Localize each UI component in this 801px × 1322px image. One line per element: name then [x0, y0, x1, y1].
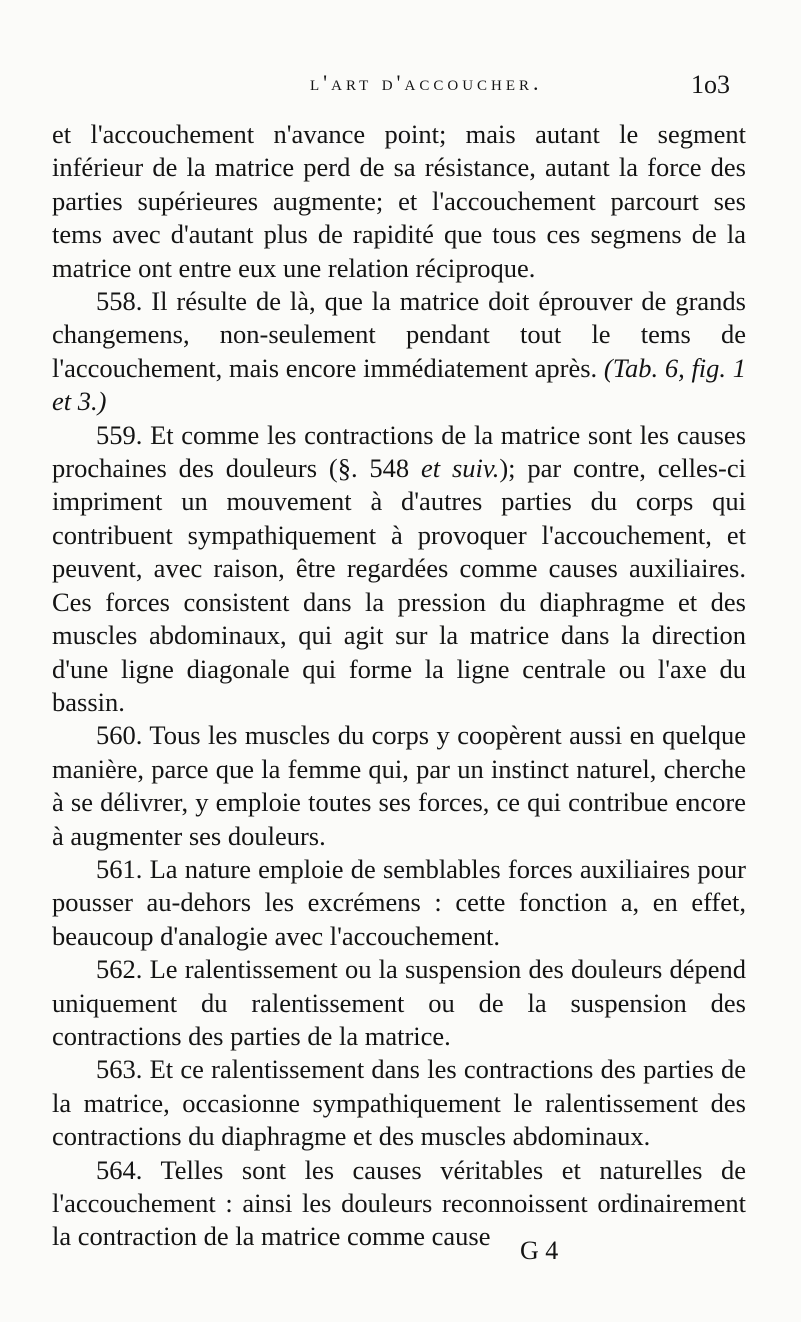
paragraph-text: La nature emploie de semblables forces auxiliaires pour pousser au-dehors les excrémens : cette fonction a, en effet, beaucoup d'analogie avec l'accouchement.: [52, 853, 747, 951]
paragraph-number: 564.: [96, 1154, 143, 1185]
paragraph-text: Il résulte de là, que la matrice doit éprouver de grands changemens, non-seulement pendant tout le tems de l'accouchement, mais encore immédiatement après.: [52, 286, 746, 383]
paragraph-text: Tous les muscles du corps y coopèrent aussi en quelque manière, parce que la femme qui, par un instinct naturel, cherche à se délivrer, y emploie toutes ses forces, ce qui contribue encore à augmenter ses douleurs.: [52, 720, 746, 851]
paragraph-561: [52, 853, 746, 953]
signature-mark: G 4: [520, 1236, 559, 1265]
body-text: [52, 118, 746, 1254]
running-head: [310, 70, 730, 106]
paragraph-text: Telles sont les causes véritables et naturelles de l'accouchement : ainsi les douleurs reconnoissent ordinairement la contraction de la matrice comme cause: [52, 1154, 746, 1252]
page-number: 1o3: [691, 70, 730, 99]
section-reference: et suiv.: [421, 453, 500, 484]
paragraph-563: [52, 1053, 746, 1153]
paragraph-text-continued: ); par contre, celles-ci impriment un mouvement à d'autres parties du corps qui contribuent sympathiquement à provoquer l'accouchement, et peuvent, avec raison, être regardées comme causes auxiliaires. Ces forces consistent dans la pression du diaphragme et des muscles abdominaux, qui agit sur la matrice dans la direction d'une ligne diagonale qui forme la ligne centrale ou l'axe du bassin.: [52, 453, 746, 717]
paragraph-562: [52, 953, 746, 1053]
plate-reference: (Tab. 6, fig. 1 et 3.): [52, 352, 746, 417]
running-title: l'art d'accoucher.: [310, 70, 543, 95]
paragraph-number: 559.: [96, 419, 143, 450]
paragraph-560: [52, 719, 746, 853]
paragraph-number: 563.: [96, 1054, 143, 1085]
paragraph-text: et l'accouchement n'avance point; mais autant le segment inférieur de la matrice perd de sa résistance, autant la force des parties supérieures augmente; et l'accouchement parcourt ses tems avec d'autant plus de rapidité que tous ces segmens de la matrice ont entre eux une relation réciproque.: [52, 119, 746, 283]
paragraph-564: [52, 1154, 746, 1254]
paragraph-558: [52, 285, 746, 419]
paragraph-number: 562.: [96, 954, 143, 985]
paragraph-text: Et comme les contractions de la matrice sont les causes prochaines des douleurs (§. 548: [52, 419, 747, 484]
paragraph-text: Et ce ralentissement dans les contractions des parties de la matrice, occasionne sympathiquement le ralentissement des contractions du diaphragme et des muscles abdominaux.: [52, 1054, 747, 1152]
paragraph-559: [52, 419, 746, 720]
paragraph-continuation: [52, 118, 746, 285]
paragraph-text: Le ralentissement ou la suspension des douleurs dépend uniquement du ralentissement ou de la suspension des contractions des parties de la matrice.: [52, 954, 747, 1051]
paragraph-number: 561.: [96, 853, 143, 884]
paragraph-number: 558.: [96, 286, 143, 317]
paragraph-number: 560.: [96, 720, 143, 751]
